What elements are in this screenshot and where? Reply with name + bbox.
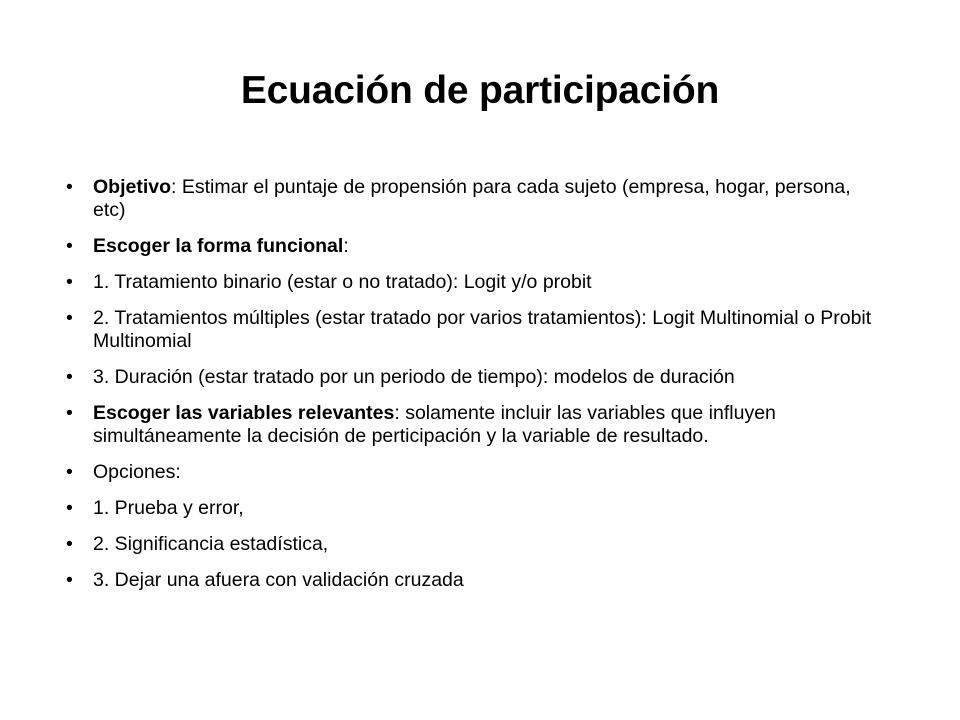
bullet-icon: •	[66, 307, 73, 329]
list-item: • Opciones:	[66, 461, 181, 483]
list-item: • 2. Significancia estadística,	[66, 533, 329, 555]
bullet-icon: •	[66, 402, 73, 424]
list-item: • 2. Tratamientos múltiples (estar tratado por varios tratamientos): Logit Multinomial o Probit Multinomial	[66, 307, 872, 352]
bullet-icon: •	[66, 176, 73, 198]
list-item: • Escoger las variables relevantes: solamente incluir las variables que influyen simultáneamente la decisión de perticipación y la variable de resultado.	[66, 402, 776, 447]
bullet-icon: •	[66, 271, 73, 293]
list-item: • 3. Duración (estar tratado por un periodo de tiempo): modelos de duración	[66, 366, 735, 388]
bullet-icon: •	[66, 461, 73, 483]
list-item: • 1. Tratamiento binario (estar o no tratado): Logit y/o probit	[66, 271, 592, 293]
bullet-icon: •	[66, 366, 73, 388]
list-item: • 1. Prueba y error,	[66, 497, 244, 519]
bullet-icon: •	[66, 533, 73, 555]
slide-title: Ecuación de participación	[240, 69, 720, 112]
bullet-list	[66, 176, 882, 605]
bullet-icon: •	[66, 235, 73, 257]
list-item: • 3. Dejar una afuera con validación cruzada	[66, 569, 464, 591]
bullet-icon: •	[66, 569, 73, 591]
bullet-icon: •	[66, 497, 73, 519]
list-item: • Objetivo: Estimar el puntaje de propensión para cada sujeto (empresa, hogar, persona, etc)	[66, 176, 851, 221]
list-item: • Escoger la forma funcional:	[66, 235, 349, 257]
